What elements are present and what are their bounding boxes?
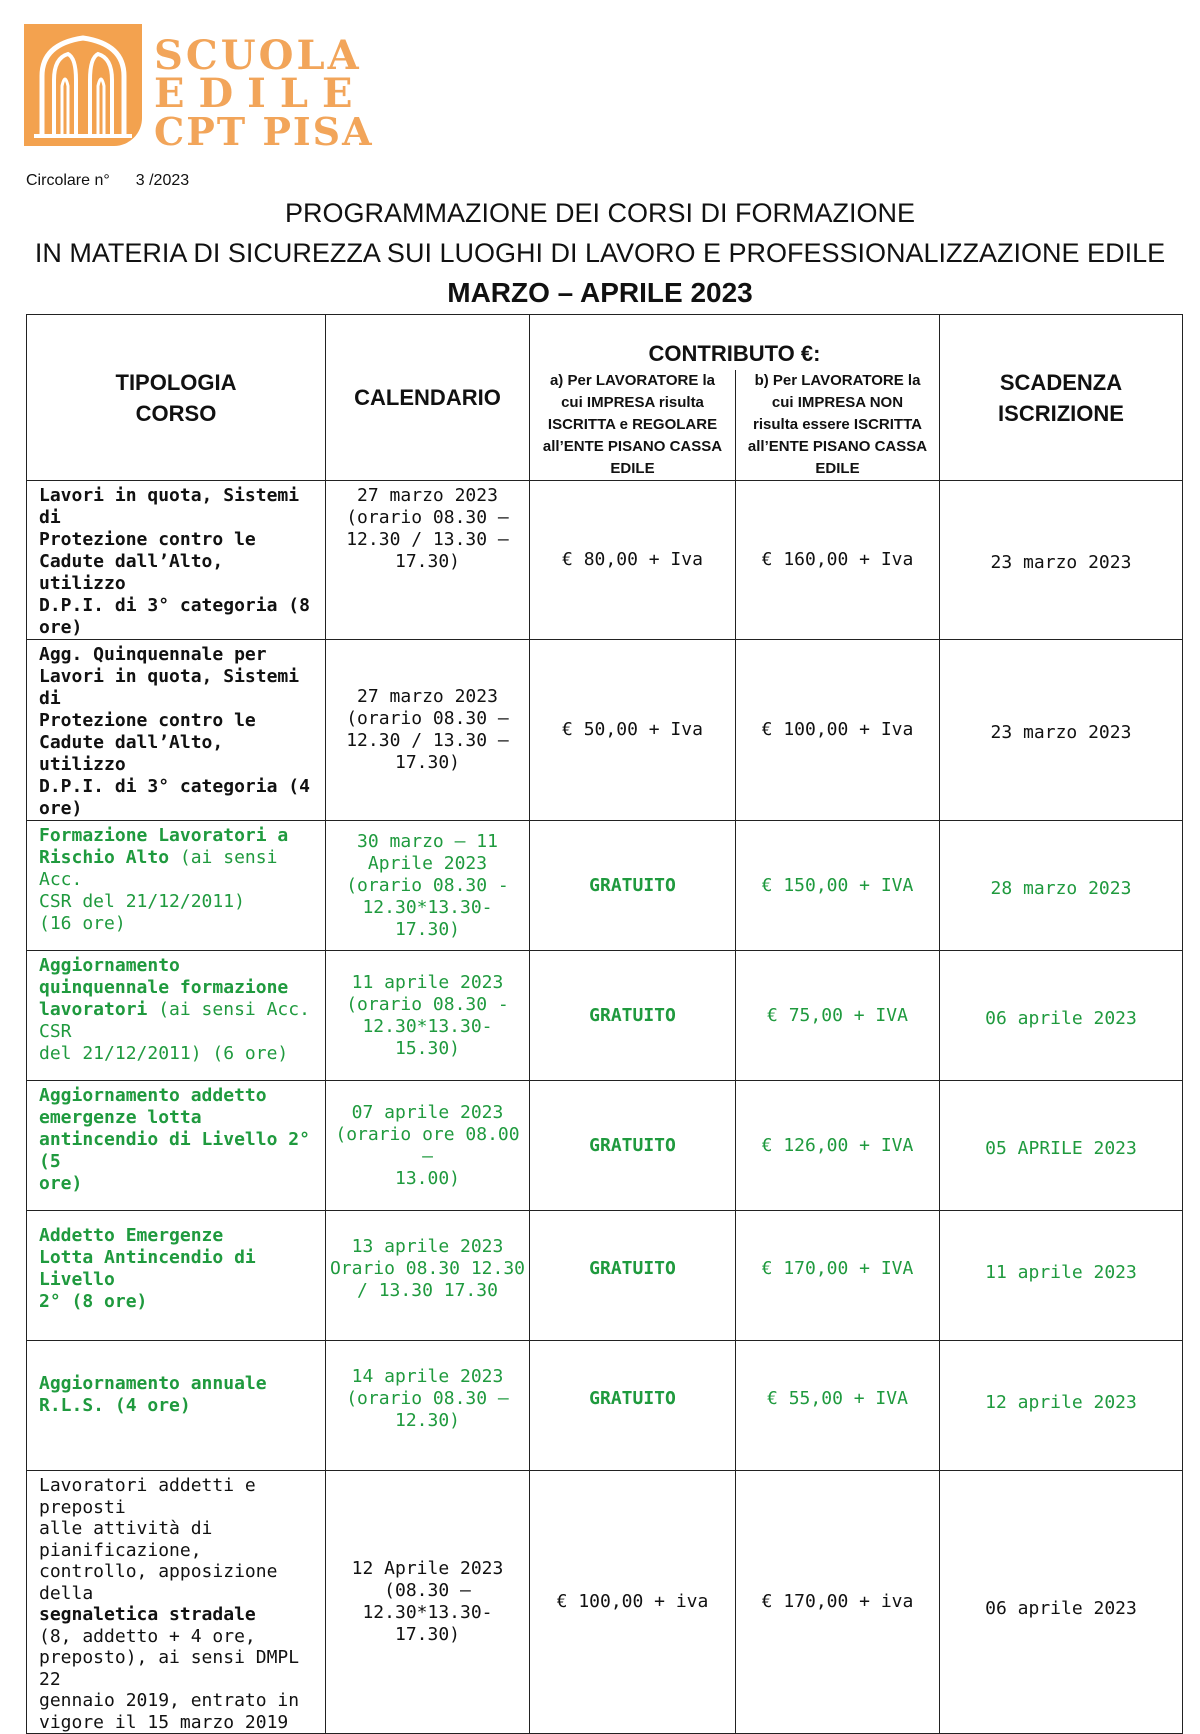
fee-registered: € 100,00 + iva <box>530 1471 736 1734</box>
document-title-line-2: IN MATERIA DI SICUREZZA SUI LUOGHI DI LAVORO E PROFESSIONALIZZAZIONE EDILE <box>34 238 1166 268</box>
course-name: Agg. Quinquennale per Lavori in quota, Sistemi di Protezione contro le Cadute dall’Alto, utilizzo D.P.I. di 3° categoria (4 ore) <box>27 640 326 821</box>
fee-registered: GRATUITO <box>530 1341 736 1471</box>
course-name: Aggiornamento quinquennale formazione lavoratori (ai sensi Acc. CSR del 21/12/2011) (6 ore) <box>27 951 326 1081</box>
course-calendar: 07 aprile 2023 (orario ore 08.00 – 13.00) <box>326 1081 530 1211</box>
header-calendario: CALENDARIO <box>326 315 530 481</box>
course-name: Lavori in quota, Sistemi di Protezione contro le Cadute dall’Alto, utilizzo D.P.I. di 3° categoria (8 ore) <box>27 481 326 640</box>
fee-unregistered: € 170,00 + iva <box>736 1471 940 1734</box>
course-calendar: 13 aprile 2023 Orario 08.30 12.30 / 13.30 17.30 <box>326 1211 530 1341</box>
table-row <box>27 1341 1183 1471</box>
fee-registered: € 50,00 + Iva <box>530 640 736 821</box>
course-schedule-table <box>26 314 1183 1734</box>
table-row <box>27 640 1183 821</box>
logo-word-scuola: SCUOLA <box>154 32 362 79</box>
course-name: Lavoratori addetti e preposti alle attività di pianificazione, controllo, apposizione della segnaletica stradale (8, addetto + 4 ore, preposto), ai sensi DMPL 22 gennaio 2019, entrato in vigore il 15 marzo 2019 <box>27 1471 326 1734</box>
registration-deadline: 06 aprile 2023 <box>940 1471 1183 1734</box>
course-calendar: 27 marzo 2023 (orario 08.30 – 12.30 / 13.30 – 17.30) <box>326 481 530 640</box>
document-title-line-1: PROGRAMMAZIONE DEI CORSI DI FORMAZIONE <box>284 198 916 228</box>
header-contributo: CONTRIBUTO €: <box>530 315 940 371</box>
header-scadenza: SCADENZA ISCRIZIONE <box>940 315 1183 481</box>
course-name: Addetto Emergenze Lotta Antincendio di Livello 2° (8 ore) <box>27 1211 326 1341</box>
registration-deadline: 28 marzo 2023 <box>940 821 1183 951</box>
table-row <box>27 1211 1183 1341</box>
course-calendar: 27 marzo 2023 (orario 08.30 – 12.30 / 13.30 – 17.30) <box>326 640 530 821</box>
table-row <box>27 821 1183 951</box>
course-calendar: 12 Aprile 2023 (08.30 – 12.30*13.30- 17.30) <box>326 1471 530 1734</box>
logo-word-cpt-pisa: CPT PISA <box>154 109 374 154</box>
registration-deadline: 11 aprile 2023 <box>940 1211 1183 1341</box>
course-calendar: 11 aprile 2023 (orario 08.30 - 12.30*13.30- 15.30) <box>326 951 530 1081</box>
fee-unregistered: € 170,00 + IVA <box>736 1211 940 1341</box>
fee-unregistered: € 126,00 + IVA <box>736 1081 940 1211</box>
document-period-title: MARZO – APRILE 2023 <box>447 277 753 308</box>
table-row <box>27 481 1183 640</box>
circular-value: 3 /2023 <box>135 172 190 189</box>
logo-word-edile: EDILE <box>154 70 367 117</box>
logo <box>24 24 374 154</box>
table-row <box>27 1471 1183 1734</box>
course-name: Formazione Lavoratori a Rischio Alto (ai sensi Acc. CSR del 21/12/2011) (16 ore) <box>27 821 326 951</box>
fee-unregistered: € 150,00 + IVA <box>736 821 940 951</box>
fee-registered: GRATUITO <box>530 1211 736 1341</box>
fee-unregistered: € 100,00 + Iva <box>736 640 940 821</box>
course-calendar: 14 aprile 2023 (orario 08.30 – 12.30) <box>326 1341 530 1471</box>
fee-unregistered: € 55,00 + IVA <box>736 1341 940 1471</box>
fee-unregistered: € 160,00 + Iva <box>736 481 940 640</box>
registration-deadline: 05 APRILE 2023 <box>940 1081 1183 1211</box>
fee-registered: GRATUITO <box>530 821 736 951</box>
fee-unregistered: € 75,00 + IVA <box>736 951 940 1081</box>
fee-registered: GRATUITO <box>530 951 736 1081</box>
course-name: Aggiornamento annuale R.L.S. (4 ore) <box>27 1341 326 1471</box>
course-calendar: 30 marzo – 11 Aprile 2023 (orario 08.30 - 12.30*13.30- 17.30) <box>326 821 530 951</box>
course-name: Aggiornamento addetto emergenze lotta antincendio di Livello 2° (5 ore) <box>27 1081 326 1211</box>
registration-deadline: 06 aprile 2023 <box>940 951 1183 1081</box>
header-contributo-a: a) Per LAVORATORE la cui IMPRESA risulta ISCRITTA e REGOLARE all’ENTE PISANO CASSA EDILE <box>530 370 736 481</box>
table-row <box>27 1081 1183 1211</box>
circular-number <box>26 172 189 190</box>
fee-registered: GRATUITO <box>530 1081 736 1211</box>
fee-registered: € 80,00 + Iva <box>530 481 736 640</box>
registration-deadline: 23 marzo 2023 <box>940 481 1183 640</box>
header-contributo-b: b) Per LAVORATORE la cui IMPRESA NON risulta essere ISCRITTA all’ENTE PISANO CASSA EDILE <box>736 370 940 481</box>
table-row <box>27 951 1183 1081</box>
arch-logo-icon <box>24 24 142 146</box>
registration-deadline: 12 aprile 2023 <box>940 1341 1183 1471</box>
registration-deadline: 23 marzo 2023 <box>940 640 1183 821</box>
header-tipologia: TIPOLOGIA CORSO <box>27 315 326 481</box>
circular-label: Circolare n° <box>26 172 110 189</box>
